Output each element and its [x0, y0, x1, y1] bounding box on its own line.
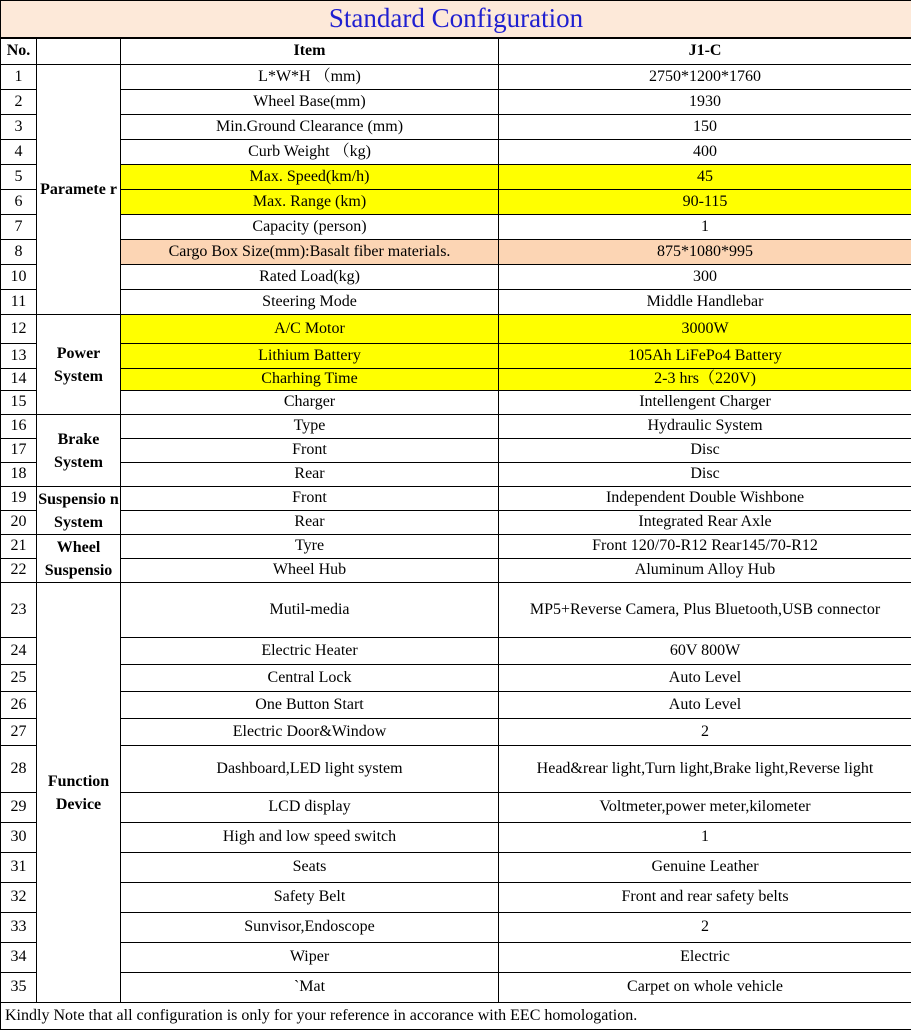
row-item: Sunvisor,Endoscope: [121, 913, 499, 943]
row-item: Safety Belt: [121, 883, 499, 913]
row-item: Wheel Hub: [121, 559, 499, 583]
row-value: Head&rear light,Turn light,Brake light,Reverse light: [499, 746, 911, 793]
row-value: 45: [499, 165, 911, 190]
row-number: 30: [1, 823, 37, 853]
row-value: 1930: [499, 90, 911, 115]
row-number: 21: [1, 535, 37, 559]
row-item: `Mat: [121, 973, 499, 1003]
row-number: 12: [1, 315, 37, 344]
row-value: Aluminum Alloy Hub: [499, 559, 911, 583]
row-item: A/C Motor: [121, 315, 499, 344]
row-item: Curb Weight （kg): [121, 140, 499, 165]
row-value: Carpet on whole vehicle: [499, 973, 911, 1003]
row-number: 1: [1, 65, 37, 90]
row-number: 24: [1, 638, 37, 665]
row-number: 20: [1, 511, 37, 535]
row-number: 32: [1, 883, 37, 913]
row-value: 2: [499, 913, 911, 943]
row-item: Mutil-media: [121, 583, 499, 638]
row-item: LCD display: [121, 793, 499, 823]
row-item: Front: [121, 487, 499, 511]
row-value: 2750*1200*1760: [499, 65, 911, 90]
row-item: Charger: [121, 391, 499, 415]
row-item: Steering Mode: [121, 290, 499, 315]
row-value: 150: [499, 115, 911, 140]
category-suspension-system: Suspensio n System: [37, 487, 121, 535]
row-value: 105Ah LiFePo4 Battery: [499, 344, 911, 369]
row-value: 1: [499, 215, 911, 240]
row-number: 15: [1, 391, 37, 415]
row-number: 28: [1, 746, 37, 793]
row-item: Lithium Battery: [121, 344, 499, 369]
row-item: One Button Start: [121, 692, 499, 719]
row-value: 2: [499, 719, 911, 746]
row-number: 29: [1, 793, 37, 823]
row-value: Disc: [499, 463, 911, 487]
row-item: Max. Speed(km/h): [121, 165, 499, 190]
row-item: Dashboard,LED light system: [121, 746, 499, 793]
row-item: Max. Range (km): [121, 190, 499, 215]
row-value: 2-3 hrs（220V): [499, 369, 911, 391]
row-value: 875*1080*995: [499, 240, 911, 265]
row-item: Central Lock: [121, 665, 499, 692]
row-value: Auto Level: [499, 665, 911, 692]
row-item: Wheel Base(mm): [121, 90, 499, 115]
row-item: Cargo Box Size(mm):Basalt fiber materials.: [121, 240, 499, 265]
row-number: 23: [1, 583, 37, 638]
row-number: 10: [1, 265, 37, 290]
row-number: 33: [1, 913, 37, 943]
row-value: Middle Handlebar: [499, 290, 911, 315]
row-number: 16: [1, 415, 37, 439]
row-number: 17: [1, 439, 37, 463]
row-item: Type: [121, 415, 499, 439]
row-value: Disc: [499, 439, 911, 463]
row-value: 1: [499, 823, 911, 853]
row-item: Electric Door&Window: [121, 719, 499, 746]
row-value: 90-115: [499, 190, 911, 215]
row-number: 26: [1, 692, 37, 719]
row-item: L*W*H （mm): [121, 65, 499, 90]
row-item: Front: [121, 439, 499, 463]
row-value: Front and rear safety belts: [499, 883, 911, 913]
row-value: 400: [499, 140, 911, 165]
row-number: 8: [1, 240, 37, 265]
header-no: No.: [1, 38, 37, 65]
footer-note: Kindly Note that all configuration is only for your reference in accorance with EEC homologation.: [1, 1003, 911, 1030]
category-brake-system: Brake System: [37, 415, 121, 487]
row-item: Rear: [121, 463, 499, 487]
row-value: Integrated Rear Axle: [499, 511, 911, 535]
row-item: Charhing Time: [121, 369, 499, 391]
row-number: 3: [1, 115, 37, 140]
row-number: 13: [1, 344, 37, 369]
row-value: Voltmeter,power meter,kilometer: [499, 793, 911, 823]
row-number: 11: [1, 290, 37, 315]
row-number: 19: [1, 487, 37, 511]
row-item: Capacity (person): [121, 215, 499, 240]
row-value: 3000W: [499, 315, 911, 344]
row-item: Min.Ground Clearance (mm): [121, 115, 499, 140]
row-item: Rated Load(kg): [121, 265, 499, 290]
row-number: 34: [1, 943, 37, 973]
page-title: Standard Configuration: [1, 1, 911, 38]
row-value: Intellengent Charger: [499, 391, 911, 415]
row-value: 300: [499, 265, 911, 290]
row-number: 35: [1, 973, 37, 1003]
header-model: J1-C: [499, 38, 911, 65]
header-item: Item: [121, 38, 499, 65]
row-number: 5: [1, 165, 37, 190]
row-value: Front 120/70-R12 Rear145/70-R12: [499, 535, 911, 559]
row-value: Auto Level: [499, 692, 911, 719]
category-parameter: Paramete r: [37, 65, 121, 315]
row-number: 14: [1, 369, 37, 391]
row-item: Seats: [121, 853, 499, 883]
row-number: 27: [1, 719, 37, 746]
row-item: Wiper: [121, 943, 499, 973]
row-value: MP5+Reverse Camera, Plus Bluetooth,USB connector: [499, 583, 911, 638]
row-item: High and low speed switch: [121, 823, 499, 853]
row-value: Independent Double Wishbone: [499, 487, 911, 511]
row-number: 6: [1, 190, 37, 215]
category-power-system: Power System: [37, 315, 121, 415]
row-value: Electric: [499, 943, 911, 973]
row-value: Hydraulic System: [499, 415, 911, 439]
row-number: 2: [1, 90, 37, 115]
row-number: 18: [1, 463, 37, 487]
row-number: 25: [1, 665, 37, 692]
row-item: Electric Heater: [121, 638, 499, 665]
row-number: 7: [1, 215, 37, 240]
row-number: 4: [1, 140, 37, 165]
row-value: Genuine Leather: [499, 853, 911, 883]
row-item: Rear: [121, 511, 499, 535]
row-value: 60V 800W: [499, 638, 911, 665]
row-number: 31: [1, 853, 37, 883]
category-function-device: Function Device: [37, 583, 121, 1003]
row-item: Tyre: [121, 535, 499, 559]
header-category: [37, 38, 121, 65]
category-wheel-suspension: Wheel Suspensio: [37, 535, 121, 583]
row-number: 22: [1, 559, 37, 583]
